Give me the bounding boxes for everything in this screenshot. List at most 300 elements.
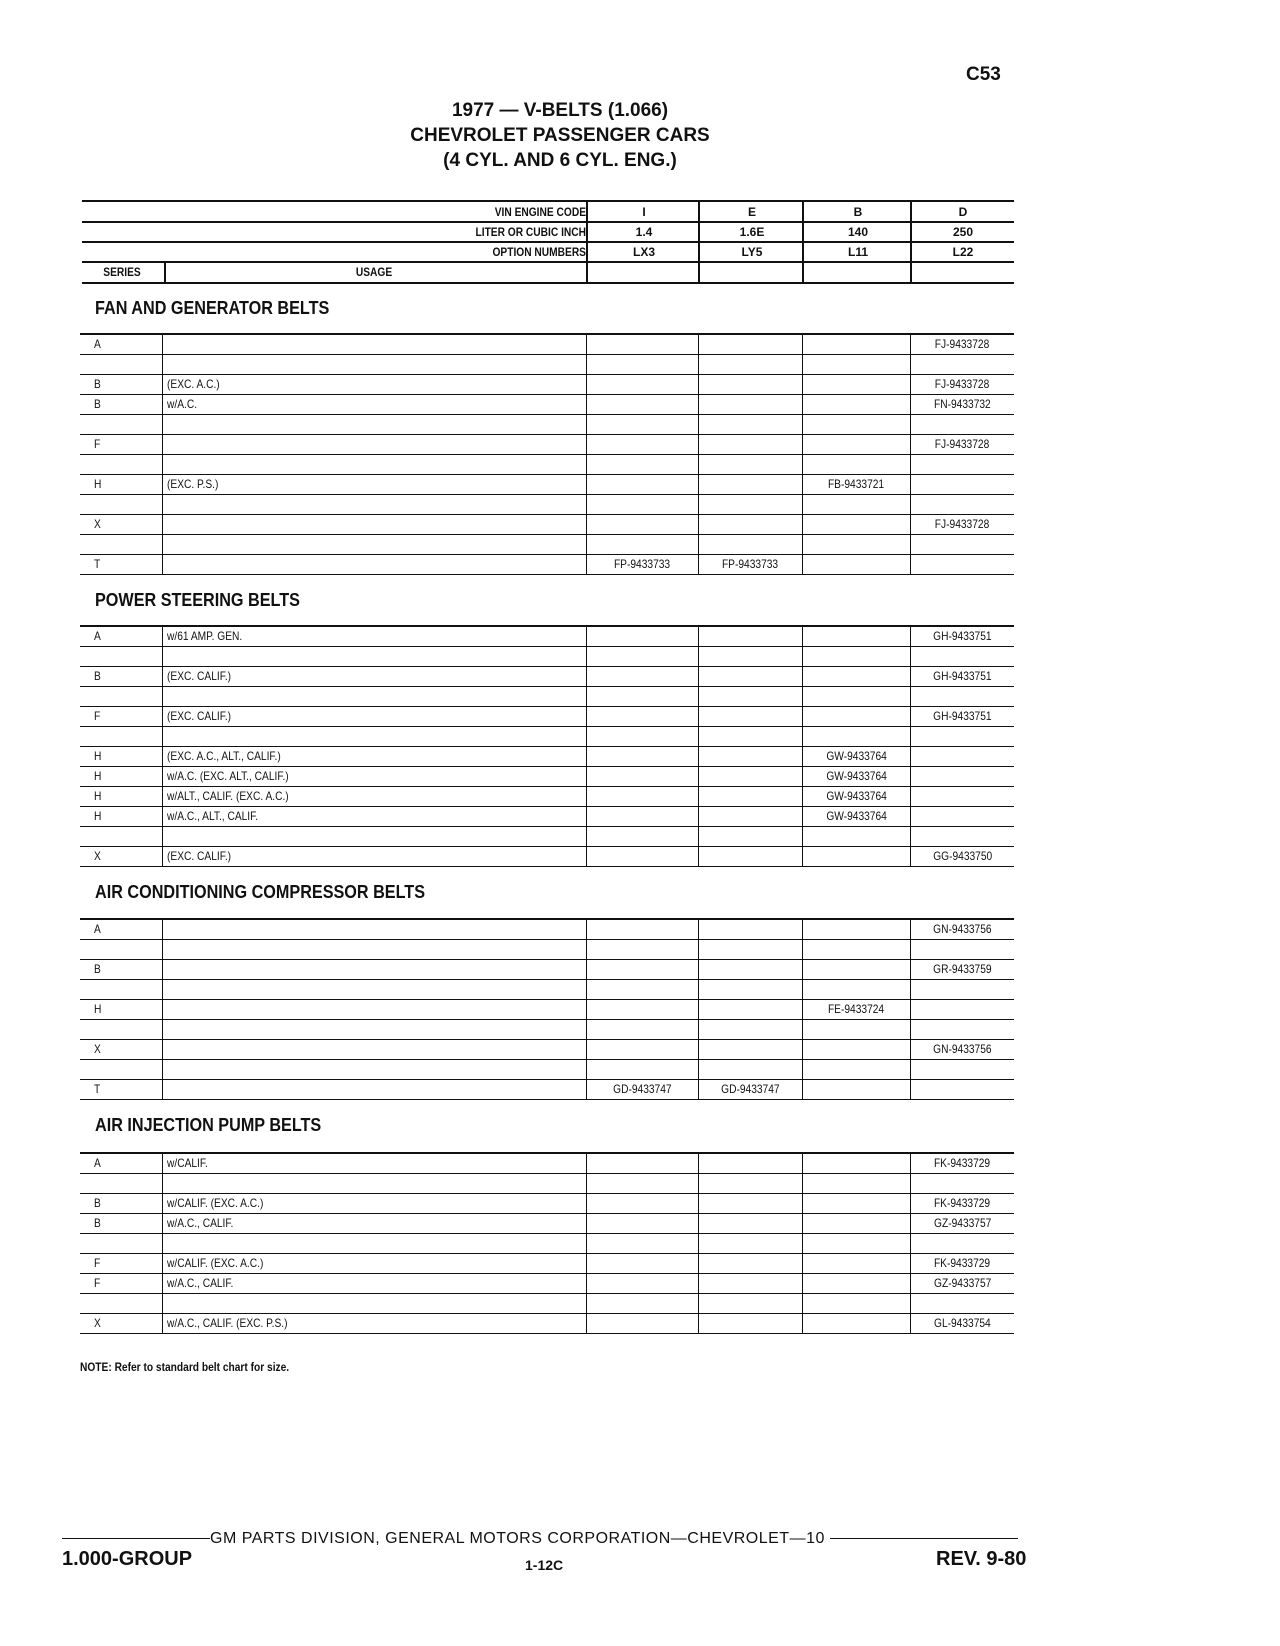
series-cell <box>80 667 162 686</box>
table-row <box>80 980 1014 1000</box>
series-cell-text: F <box>94 709 101 723</box>
series-cell-text: B <box>94 1216 101 1230</box>
series-cell <box>80 415 162 434</box>
part-number-cell-col4 <box>910 395 1014 414</box>
table-row <box>80 1234 1014 1254</box>
divider <box>586 202 588 282</box>
part-number-cell-col4 <box>910 335 1014 354</box>
part-number-cell-col2 <box>698 415 802 434</box>
part-number-cell-col1 <box>586 1194 698 1213</box>
part-number-cell-col2 <box>698 940 802 959</box>
part-number-cell-col3-text: GW-9433764 <box>826 809 887 823</box>
part-number-cell-col4 <box>910 375 1014 394</box>
table-row <box>80 1154 1014 1174</box>
usage-cell <box>162 980 582 999</box>
part-number-cell-col1 <box>586 515 698 534</box>
part-number-cell-col2 <box>698 1214 802 1233</box>
usage-cell <box>162 555 582 574</box>
series-cell <box>80 475 162 494</box>
usage-cell-text: w/CALIF. (EXC. A.C.) <box>167 1196 264 1210</box>
usage-cell <box>162 807 582 826</box>
part-number-cell-col2 <box>698 1040 802 1059</box>
part-number-cell-col3 <box>802 827 910 846</box>
usage-cell <box>162 1194 582 1213</box>
part-number-cell-col1 <box>586 455 698 474</box>
series-cell <box>80 920 162 939</box>
usage-cell <box>162 1000 582 1019</box>
fan-generator-belts-table <box>80 333 1014 575</box>
usage-cell <box>162 1294 582 1313</box>
usage-cell <box>162 940 582 959</box>
part-number-cell-col3 <box>802 1194 910 1213</box>
usage-cell <box>162 335 582 354</box>
table-row <box>80 1020 1014 1040</box>
footer-page-ref: 1-12C <box>525 1557 564 1573</box>
part-number-cell-col3 <box>802 787 910 806</box>
part-number-cell-col2 <box>698 847 802 866</box>
part-number-cell-col4-text: FN-9433732 <box>934 397 991 411</box>
part-number-cell-col4 <box>910 1294 1014 1313</box>
series-cell-text: H <box>94 809 102 823</box>
table-row <box>80 335 1014 355</box>
series-cell <box>80 687 162 706</box>
power-steering-belts-table <box>80 625 1014 867</box>
part-number-cell-col2 <box>698 1080 802 1099</box>
series-cell <box>80 1060 162 1079</box>
part-number-cell-col4-text: GR-9433759 <box>933 962 992 976</box>
part-number-cell-col4 <box>910 515 1014 534</box>
part-number-cell-col4-text: FK-9433729 <box>934 1256 991 1270</box>
part-number-cell-col1 <box>586 1080 698 1099</box>
part-number-cell-col3 <box>802 1020 910 1039</box>
part-number-cell-col2 <box>698 1000 802 1019</box>
part-number-cell-col4 <box>910 555 1014 574</box>
part-number-cell-col2 <box>698 707 802 726</box>
air-injection-belts-table <box>80 1152 1014 1334</box>
part-number-cell-col4 <box>910 435 1014 454</box>
part-number-cell-col2 <box>698 435 802 454</box>
series-cell <box>80 1040 162 1059</box>
series-cell <box>80 1294 162 1313</box>
part-number-cell-col3 <box>802 335 910 354</box>
part-number-cell-col4 <box>910 455 1014 474</box>
divider <box>910 202 912 282</box>
table-row <box>80 1080 1014 1100</box>
table-row <box>80 1000 1014 1020</box>
usage-cell <box>162 667 582 686</box>
part-number-cell-col3 <box>802 1040 910 1059</box>
column-header-block <box>82 200 1014 284</box>
series-cell-text: H <box>94 1002 102 1016</box>
divider <box>830 1538 1018 1539</box>
usage-cell-text: w/A.C., ALT., CALIF. <box>167 809 259 823</box>
part-number-cell-col4-text: FJ-9433728 <box>935 377 990 391</box>
usage-cell <box>162 1214 582 1233</box>
part-number-cell-col4 <box>910 727 1014 746</box>
divider <box>698 202 700 282</box>
part-number-cell-col4 <box>910 1214 1014 1233</box>
series-cell <box>80 1194 162 1213</box>
table-row <box>80 727 1014 747</box>
part-number-cell-col1 <box>586 375 698 394</box>
part-number-cell-col3 <box>802 1154 910 1173</box>
usage-cell <box>162 415 582 434</box>
liter-col4: 250 <box>952 225 974 239</box>
table-row <box>80 847 1014 867</box>
part-number-cell-col2 <box>698 807 802 826</box>
part-number-cell-col4 <box>910 1080 1014 1099</box>
usage-cell <box>162 647 582 666</box>
part-number-cell-col1 <box>586 747 698 766</box>
part-number-cell-col4 <box>910 1174 1014 1193</box>
series-cell <box>80 335 162 354</box>
part-number-cell-col4 <box>910 1234 1014 1253</box>
usage-cell-text: w/A.C. (EXC. ALT., CALIF.) <box>167 769 289 783</box>
vin-code-col4: D <box>958 205 968 219</box>
series-cell <box>80 1274 162 1293</box>
part-number-cell-col1 <box>586 627 698 646</box>
part-number-cell-col3 <box>802 667 910 686</box>
part-number-cell-col2 <box>698 787 802 806</box>
table-row <box>80 1294 1014 1314</box>
series-cell-text: B <box>94 669 101 683</box>
table-row <box>80 455 1014 475</box>
part-number-cell-col2 <box>698 1194 802 1213</box>
option-col2: LY5 <box>741 245 763 259</box>
part-number-cell-col1 <box>586 827 698 846</box>
page-title <box>300 98 820 173</box>
usage-cell <box>162 435 582 454</box>
table-row <box>80 940 1014 960</box>
series-cell-text: A <box>94 629 101 643</box>
section-title-fan-generator: FAN AND GENERATOR BELTS <box>95 298 330 318</box>
usage-cell <box>162 355 582 374</box>
table-row <box>80 515 1014 535</box>
series-cell <box>80 555 162 574</box>
part-number-cell-col2 <box>698 475 802 494</box>
footer-revision: REV. 9-80 <box>936 1548 1027 1570</box>
usage-cell <box>162 1154 582 1173</box>
part-number-cell-col4 <box>910 1040 1014 1059</box>
part-number-cell-col4-text: FK-9433729 <box>934 1196 991 1210</box>
part-number-cell-col2 <box>698 1294 802 1313</box>
part-number-cell-col4-text: GZ-9433757 <box>933 1276 992 1290</box>
part-number-cell-col2 <box>698 747 802 766</box>
part-number-cell-col4 <box>910 1020 1014 1039</box>
usage-column-label: USAGE <box>355 265 393 279</box>
series-cell <box>80 1000 162 1019</box>
usage-cell <box>162 1080 582 1099</box>
usage-cell <box>162 455 582 474</box>
part-number-cell-col4 <box>910 535 1014 554</box>
section-title-air-conditioning: AIR CONDITIONING COMPRESSOR BELTS <box>95 882 426 902</box>
series-cell <box>80 1314 162 1333</box>
part-number-cell-col3 <box>802 1174 910 1193</box>
usage-cell-text: (EXC. CALIF.) <box>167 709 232 723</box>
part-number-cell-col3 <box>802 647 910 666</box>
divider <box>164 262 166 282</box>
part-number-cell-col4 <box>910 415 1014 434</box>
part-number-cell-col3 <box>802 495 910 514</box>
usage-cell <box>162 475 582 494</box>
series-cell-text: B <box>94 377 101 391</box>
series-cell-text: H <box>94 477 102 491</box>
usage-cell <box>162 395 582 414</box>
part-number-cell-col1 <box>586 1000 698 1019</box>
series-cell <box>80 647 162 666</box>
part-number-cell-col1 <box>586 335 698 354</box>
part-number-cell-col3 <box>802 395 910 414</box>
part-number-cell-col2 <box>698 515 802 534</box>
part-number-cell-col1 <box>586 1254 698 1273</box>
series-cell-text: F <box>94 1256 101 1270</box>
usage-cell <box>162 747 582 766</box>
series-cell-text: A <box>94 1156 101 1170</box>
part-number-cell-col1 <box>586 1174 698 1193</box>
usage-cell-text: w/61 AMP. GEN. <box>167 629 243 643</box>
series-cell-text: H <box>94 789 102 803</box>
part-number-cell-col3 <box>802 727 910 746</box>
series-cell <box>80 767 162 786</box>
series-cell <box>80 395 162 414</box>
liter-col1: 1.4 <box>635 225 653 239</box>
series-cell <box>80 960 162 979</box>
footnote: NOTE: Refer to standard belt chart for size. <box>80 1360 290 1374</box>
part-number-cell-col1-text: FP-9433733 <box>614 557 671 571</box>
option-col4: L22 <box>952 245 974 259</box>
part-number-cell-col1 <box>586 980 698 999</box>
series-cell-text: B <box>94 1196 101 1210</box>
series-cell <box>80 355 162 374</box>
table-row <box>80 747 1014 767</box>
divider <box>802 202 804 282</box>
option-numbers-row <box>82 242 1014 262</box>
part-number-cell-col2 <box>698 920 802 939</box>
part-number-cell-col3 <box>802 960 910 979</box>
vin-code-col2: E <box>747 205 756 219</box>
part-number-cell-col2 <box>698 627 802 646</box>
part-number-cell-col4-text: FJ-9433728 <box>935 437 990 451</box>
footer-publisher-line <box>62 1530 1024 1548</box>
series-cell-text: X <box>94 849 101 863</box>
usage-cell <box>162 515 582 534</box>
series-cell-text: X <box>94 1042 101 1056</box>
part-number-cell-col2 <box>698 980 802 999</box>
part-number-cell-col3-text: GW-9433764 <box>826 749 887 763</box>
table-row <box>80 647 1014 667</box>
series-cell-text: F <box>94 1276 101 1290</box>
part-number-cell-col4-text: GN-9433756 <box>933 922 992 936</box>
part-number-cell-col4 <box>910 475 1014 494</box>
part-number-cell-col4 <box>910 667 1014 686</box>
usage-cell-text: (EXC. CALIF.) <box>167 669 232 683</box>
part-number-cell-col3 <box>802 455 910 474</box>
series-cell-text: T <box>94 1082 101 1096</box>
usage-cell <box>162 495 582 514</box>
part-number-cell-col1 <box>586 847 698 866</box>
part-number-cell-col3 <box>802 1080 910 1099</box>
series-cell <box>80 787 162 806</box>
part-number-cell-col2 <box>698 1314 802 1333</box>
liter-col3: 140 <box>847 225 869 239</box>
part-number-cell-col3 <box>802 1000 910 1019</box>
usage-cell <box>162 1174 582 1193</box>
part-number-cell-col3-text: GW-9433764 <box>826 789 887 803</box>
part-number-cell-col3 <box>802 847 910 866</box>
section-title-air-injection: AIR INJECTION PUMP BELTS <box>95 1115 322 1135</box>
table-row <box>80 1194 1014 1214</box>
part-number-cell-col1 <box>586 355 698 374</box>
option-numbers-label: OPTION NUMBERS <box>492 245 586 259</box>
part-number-cell-col2 <box>698 1154 802 1173</box>
part-number-cell-col4 <box>910 767 1014 786</box>
part-number-cell-col4-text: GH-9433751 <box>933 629 992 643</box>
part-number-cell-col4 <box>910 627 1014 646</box>
table-row <box>80 1060 1014 1080</box>
usage-cell-text: w/CALIF. (EXC. A.C.) <box>167 1256 264 1270</box>
series-cell <box>80 980 162 999</box>
part-number-cell-col1 <box>586 1154 698 1173</box>
usage-cell <box>162 960 582 979</box>
part-number-cell-col1 <box>586 415 698 434</box>
table-row <box>80 827 1014 847</box>
series-cell <box>80 535 162 554</box>
series-cell <box>80 455 162 474</box>
part-number-cell-col2 <box>698 767 802 786</box>
part-number-cell-col4 <box>910 1000 1014 1019</box>
part-number-cell-col1 <box>586 555 698 574</box>
part-number-cell-col1 <box>586 1234 698 1253</box>
option-col3: L11 <box>847 245 868 259</box>
part-number-cell-col3 <box>802 355 910 374</box>
part-number-cell-col1 <box>586 1294 698 1313</box>
part-number-cell-col2 <box>698 375 802 394</box>
part-number-cell-col2-text: FP-9433733 <box>722 557 779 571</box>
liter-row <box>82 222 1014 242</box>
part-number-cell-col3 <box>802 807 910 826</box>
part-number-cell-col2 <box>698 1020 802 1039</box>
series-cell-text: A <box>94 922 101 936</box>
part-number-cell-col4 <box>910 707 1014 726</box>
usage-cell <box>162 787 582 806</box>
series-cell <box>80 707 162 726</box>
part-number-cell-col4-text: GZ-9433757 <box>933 1216 992 1230</box>
table-row <box>80 395 1014 415</box>
series-cell <box>80 435 162 454</box>
series-cell <box>80 1214 162 1233</box>
part-number-cell-col3 <box>802 1214 910 1233</box>
part-number-cell-col1 <box>586 1060 698 1079</box>
part-number-cell-col1 <box>586 395 698 414</box>
part-number-cell-col4 <box>910 1154 1014 1173</box>
part-number-cell-col1 <box>586 767 698 786</box>
table-row <box>80 1274 1014 1294</box>
part-number-cell-col4-text: FJ-9433728 <box>935 337 990 351</box>
table-row <box>80 415 1014 435</box>
part-number-cell-col2 <box>698 1254 802 1273</box>
usage-cell <box>162 627 582 646</box>
table-row <box>80 555 1014 575</box>
usage-cell <box>162 707 582 726</box>
usage-cell <box>162 375 582 394</box>
usage-cell <box>162 1060 582 1079</box>
part-number-cell-col4-text: GL-9433754 <box>934 1316 991 1330</box>
part-number-cell-col3-text: FE-9433724 <box>828 1002 885 1016</box>
usage-cell-text: (EXC. A.C.) <box>167 377 220 391</box>
series-cell <box>80 1254 162 1273</box>
part-number-cell-col3 <box>802 555 910 574</box>
part-number-cell-col2 <box>698 1274 802 1293</box>
part-number-cell-col3-text: GW-9433764 <box>826 769 887 783</box>
part-number-cell-col2 <box>698 727 802 746</box>
part-number-cell-col3 <box>802 1274 910 1293</box>
part-number-cell-col4-text: FK-9433729 <box>934 1156 991 1170</box>
series-cell-text: F <box>94 437 101 451</box>
series-cell <box>80 495 162 514</box>
series-cell <box>80 1174 162 1193</box>
table-row <box>80 1214 1014 1234</box>
table-row <box>80 1174 1014 1194</box>
table-row <box>80 707 1014 727</box>
part-number-cell-col1 <box>586 707 698 726</box>
part-number-cell-col4 <box>910 980 1014 999</box>
series-cell-text: A <box>94 337 101 351</box>
series-cell <box>80 847 162 866</box>
part-number-cell-col1 <box>586 1020 698 1039</box>
part-number-cell-col1 <box>586 495 698 514</box>
part-number-cell-col1 <box>586 667 698 686</box>
title-line-1: 1977 — V-BELTS (1.066) <box>451 100 669 121</box>
title-line-2: CHEVROLET PASSENGER CARS <box>410 125 710 146</box>
part-number-cell-col1 <box>586 435 698 454</box>
part-number-cell-col1 <box>586 1314 698 1333</box>
part-number-cell-col3 <box>802 747 910 766</box>
usage-cell-text: w/A.C., CALIF. <box>167 1276 234 1290</box>
table-row <box>80 627 1014 647</box>
part-number-cell-col3 <box>802 1254 910 1273</box>
part-number-cell-col4-text: GG-9433750 <box>933 849 992 863</box>
part-number-cell-col2 <box>698 960 802 979</box>
part-number-cell-col4-text: GN-9433756 <box>933 1042 992 1056</box>
part-number-cell-col4 <box>910 940 1014 959</box>
part-number-cell-col2 <box>698 647 802 666</box>
usage-cell-text: w/A.C., CALIF. (EXC. P.S.) <box>167 1316 288 1330</box>
table-row <box>80 807 1014 827</box>
usage-cell <box>162 1040 582 1059</box>
part-number-cell-col2 <box>698 535 802 554</box>
part-number-cell-col1 <box>586 535 698 554</box>
part-number-cell-col3 <box>802 515 910 534</box>
part-number-cell-col4 <box>910 787 1014 806</box>
series-cell <box>80 1154 162 1173</box>
table-row <box>80 687 1014 707</box>
air-conditioning-belts-table <box>80 918 1014 1100</box>
part-number-cell-col3 <box>802 1234 910 1253</box>
part-number-cell-col1 <box>586 475 698 494</box>
part-number-cell-col4 <box>910 960 1014 979</box>
part-number-cell-col3-text: FB-9433721 <box>828 477 885 491</box>
usage-cell-text: w/A.C., CALIF. <box>167 1216 234 1230</box>
series-cell <box>80 727 162 746</box>
part-number-cell-col4 <box>910 1254 1014 1273</box>
part-number-cell-col1-text: GD-9433747 <box>613 1082 672 1096</box>
part-number-cell-col4 <box>910 687 1014 706</box>
part-number-cell-col4 <box>910 1060 1014 1079</box>
part-number-cell-col3 <box>802 627 910 646</box>
series-column-label: SERIES <box>103 265 141 279</box>
part-number-cell-col2-text: GD-9433747 <box>721 1082 780 1096</box>
part-number-cell-col3 <box>802 687 910 706</box>
